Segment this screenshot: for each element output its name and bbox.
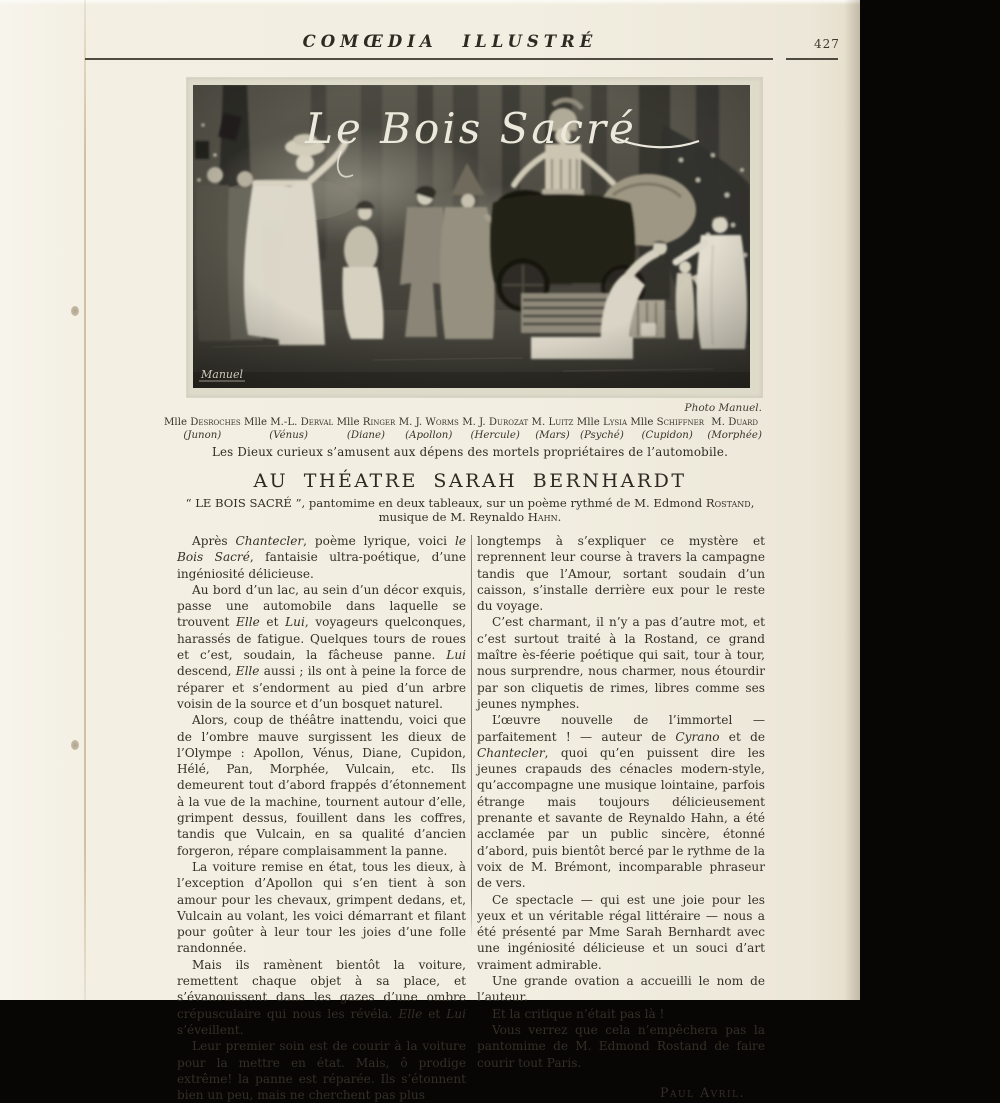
text-run: ,: [750, 496, 755, 510]
text-run: le Bois Sacré: [177, 534, 466, 565]
cast-role: (Psyché): [579, 429, 624, 441]
cast-member: [462, 417, 528, 442]
cast-role: (Vénus): [269, 429, 308, 441]
text-run: , voyageurs quelconques, harassés de fatigue. Quelques tours de roues et c’est, soudain, la fâcheuse panne.: [177, 615, 466, 663]
cast-member: [337, 417, 396, 442]
text-run: longtemps à s’expliquer ce mystère et reprennent leur course à travers la campagne tandis que l’Amour, sortant soudain d’un caisson, s’installe derrière eux pour le reste du voyage.: [477, 534, 765, 614]
article-paragraph: [177, 957, 466, 1038]
article-paragraph: [177, 1038, 466, 1103]
cast-surname: Worms: [425, 417, 459, 428]
article-paragraph: [477, 614, 765, 712]
cast-name: M. Luitz: [531, 417, 574, 428]
article-paragraph: [177, 533, 466, 582]
cast-name: Mlle Schiffner: [630, 417, 705, 428]
article-paragraph: [477, 1006, 765, 1022]
text-run: Mais ils ramènent bientôt la voiture, remettent chaque objet à sa place, et s’évanouissent dans les gazes d’une ombre crépusculaire qui nous les révéla.: [177, 957, 466, 1021]
text-run: et: [259, 615, 286, 630]
cast-name: Mlle M.-L. Derval: [244, 417, 334, 428]
article-paragraph: [477, 973, 765, 1006]
cast-name: M. Duard: [711, 417, 759, 428]
text-run: Vous verrez que cela n’empêchera pas la pantomime de M. Edmond Rostand de faire courir tout Paris.: [477, 1022, 765, 1070]
photo-plate: [187, 78, 762, 397]
text-run: Au bord d’un lac, au sein d’un décor exquis, passe une automobile dans laquelle se trouvent: [177, 582, 466, 630]
cast-member: [707, 417, 762, 442]
text-run: Une grande ovation a accueilli le nom de l’auteur.: [477, 974, 765, 1005]
cast-row: [164, 417, 762, 442]
text-run: , quoi qu’en puissent dire les jeunes crapauds des cénacles modern-style, qu’accompagne une musique lointaine, parfois étrange mais toujours délicieusement prenante et savante de Reynaldo Hahn, a été acclamée par un public sincère, étonné d’abord, puis bientôt bercé par le rythme de la voix de M. Brémont, incomparable phraseur de vers.: [477, 745, 765, 891]
cast-member: [244, 417, 333, 442]
cast-surname: Ringer: [362, 417, 396, 428]
text-run: aussi ; ils ont à peine la force de réparer et s’endorment au pied d’un arbre voisin de la source et d’un bosquet naturel.: [177, 664, 466, 711]
text-run: Elle: [398, 1006, 423, 1021]
subtitle-line: [120, 511, 820, 525]
cast-name: M. J. Worms: [398, 417, 459, 428]
text-run: “ LE BOIS SACRÉ ”, pantomime en deux tableaux, sur un poème rythmé de M. Edmond: [185, 496, 706, 510]
text-run: , poème lyrique, voici: [303, 534, 455, 548]
article-paragraph: [477, 533, 765, 614]
article-subtitle: [120, 497, 820, 524]
text-run: , fantaisie ultra-poétique, d’une ingéniosité délicieuse.: [177, 550, 466, 581]
cast-surname: Schiffner: [656, 417, 705, 428]
photo-overlay-title: Le Bois Sacré: [305, 104, 637, 153]
binding-hole: [71, 306, 79, 316]
cast-role: (Mars): [535, 429, 570, 441]
cast-name: Mlle Lysia: [576, 417, 628, 428]
text-run: Lui: [446, 1006, 466, 1021]
text-run: Lui: [446, 648, 466, 663]
article-paragraph: [477, 1022, 765, 1071]
cast-name: M. J. Durozat: [462, 417, 529, 428]
cast-role: (Hercule): [470, 429, 520, 441]
article-columns: [177, 533, 765, 1103]
text-run: Hahn: [527, 509, 558, 524]
text-run: Après: [192, 534, 236, 548]
cast-surname: Duard: [728, 417, 759, 428]
text-run: L’œuvre nouvelle de l’immortel — parfaitement ! — auteur de: [477, 713, 765, 744]
cast-member: [532, 417, 574, 442]
cast-member: [399, 417, 459, 442]
text-run: Leur premier soin est de courir à la voiture pour la mettre en état. Mais, ô prodige extrême! la panne est réparée. Ils s’étonnent bien un peu, mais ne cherchent pas plus: [177, 1039, 466, 1103]
article-signature: Paul Avril.: [660, 1084, 745, 1100]
masthead-title: COMŒDIA ILLUSTRÉ: [302, 32, 598, 51]
article-paragraph: [177, 582, 466, 712]
article-paragraph: [177, 712, 466, 859]
page-edge-shadow: [844, 0, 860, 1000]
binding-hole: [71, 740, 79, 750]
cast-surname: Durozat: [488, 417, 529, 428]
page-top-edge: [0, 0, 860, 5]
subtitle-line: [120, 497, 820, 511]
column-left: [177, 533, 466, 1103]
stage-photo-art: [193, 85, 750, 388]
text-run: musique de M. Reynaldo: [378, 509, 528, 524]
text-run: La voiture remise en état, tous les dieux, à l’exception d’Apollon qui s’en tient à son amour pour les chevaux, grimpent dedans, et, Vulcain au volant, les voici démarrant et filant pour goûter à leur tour les joies d’une folle randonnée.: [177, 859, 466, 956]
cast-surname: Derval: [300, 417, 334, 428]
cast-role: (Morphée): [707, 429, 762, 441]
text-run: Chantecler: [235, 534, 304, 548]
cast-member: [577, 417, 627, 442]
page-number: 427: [814, 37, 840, 51]
header-rule: [85, 58, 773, 60]
cast-member: [630, 417, 704, 442]
text-run: Elle: [236, 615, 260, 630]
article-paragraph: [177, 859, 466, 957]
cast-surname: Lysia: [603, 417, 628, 428]
text-run: Alors, coup de théâtre inattendu, voici que de l’ombre mauve surgissent les dieux de l’Olympe : Apollon, Vénus, Diane, Cupidon, Hélé, Pan, Morphée, Vulcain, etc. Ils demeurent tout d’abord frappés d’étonnement à la vue de la machine, tournent autour d’elle, grimpent dessus, fouillent dans les coffres, tandis que Vulcain, en sa qualité d’ancien forgeron, répare complaisamment la panne.: [177, 713, 466, 858]
photo-caption: Les Dieux curieux s’amusent aux dépens des mortels propriétaires de l’automobile.: [211, 445, 729, 459]
cast-role: (Apollon): [405, 429, 453, 441]
header-rule-short: [786, 58, 838, 60]
text-run: Et la critique n’était pas là !: [492, 1006, 665, 1021]
cast-member: [164, 417, 241, 442]
cast-surname: Luitz: [548, 417, 574, 428]
cast-surname: Desroches: [190, 417, 241, 428]
article-paragraph: [477, 712, 765, 891]
photo-credit: Photo Manuel.: [684, 402, 762, 414]
cast-role: (Diane): [346, 429, 385, 441]
text-run: Cyrano: [675, 729, 720, 744]
text-run: Elle: [235, 664, 260, 679]
cast-name: Mlle Ringer: [336, 417, 396, 428]
column-right: [477, 533, 765, 1103]
text-run: et: [422, 1006, 447, 1021]
text-run: Ce spectacle — qui est une joie pour les yeux et un véritable régal littéraire — nous a été présenté par Mme Sarah Bernhardt avec une ingéniosité délicieuse et un souci d’art vraiment admirable.: [477, 892, 765, 972]
text-run: .: [557, 509, 562, 524]
column-divider: [471, 535, 472, 939]
text-run: Chantecler: [477, 745, 545, 760]
article-header: [120, 470, 820, 524]
article-title: AU THÉATRE SARAH BERNHARDT: [253, 470, 687, 492]
cast-role: (Junon): [183, 429, 222, 441]
text-run: C’est charmant, il n’y a pas d’autre mot, et c’est surtout traité à la Rostand, ce grand maître ès-féerie poétique qui sait, tour à tour, nous surprendre, nous charmer, nous étourdir par son cliquetis de rimes, libres comme ses jeunes nymphes.: [477, 615, 765, 711]
text-run: s’éveillent.: [177, 1022, 244, 1037]
text-run: descend,: [177, 664, 236, 679]
cast-name: Mlle Desroches: [164, 417, 241, 428]
cast-role: (Cupidon): [641, 429, 693, 441]
text-run: et de: [719, 729, 765, 744]
photographer-signature: Manuel: [201, 368, 244, 381]
stage-photo: [193, 85, 750, 388]
text-run: Lui: [285, 615, 305, 630]
page-fold-line: [84, 0, 86, 1000]
article-paragraph: [477, 892, 765, 973]
text-run: Rostand: [705, 496, 751, 510]
